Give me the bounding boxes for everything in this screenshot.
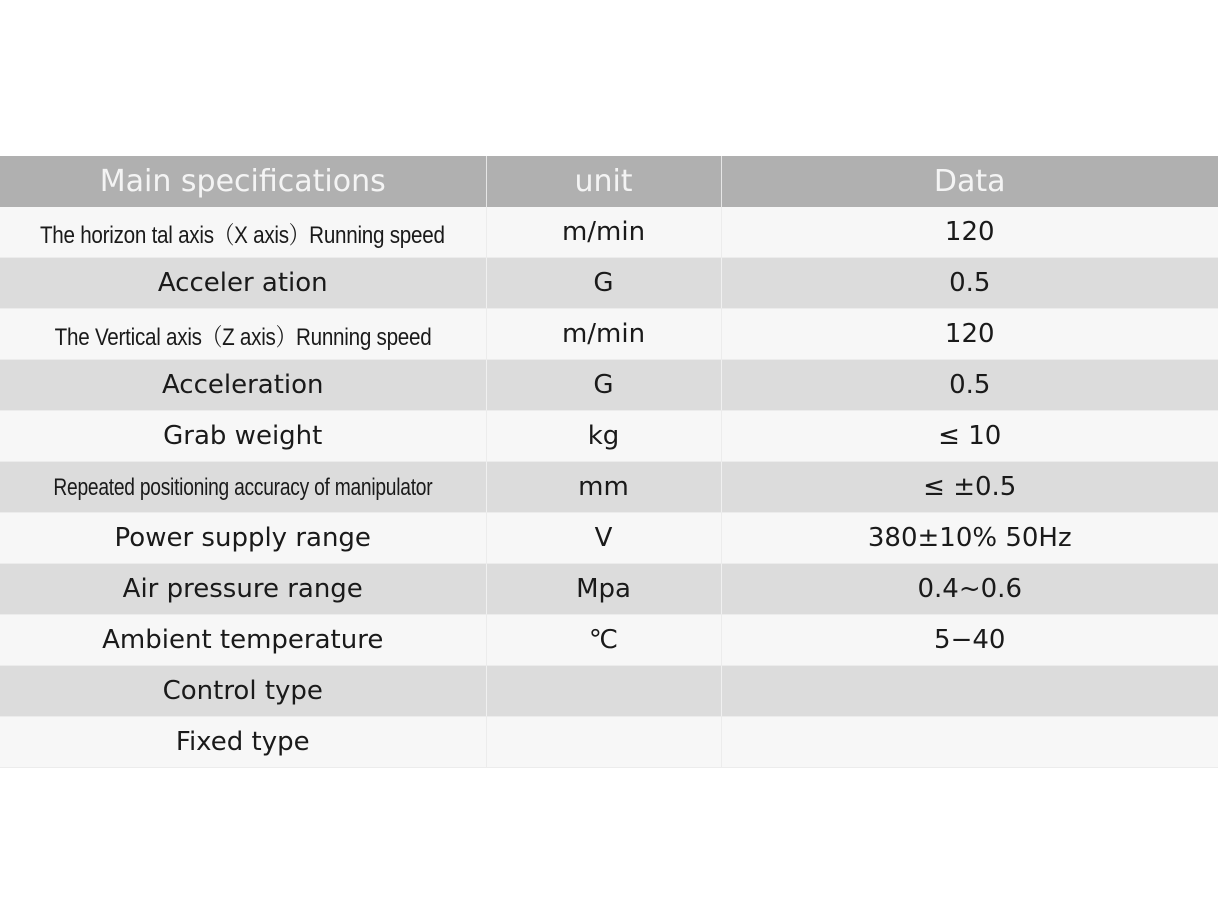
header-main-specifications: Main specifications bbox=[0, 156, 486, 207]
spec-label: The Vertical axis（Z axis）Running speed bbox=[54, 323, 432, 351]
spec-label: Repeated positioning accuracy of manipulator bbox=[53, 474, 433, 501]
spec-cell: Ambient temperature bbox=[0, 615, 486, 666]
data-cell: 5−40 bbox=[721, 615, 1218, 666]
data-cell: ≤ ±0.5 bbox=[721, 462, 1218, 513]
table-row bbox=[0, 411, 1218, 462]
table-row bbox=[0, 717, 1218, 768]
table-body bbox=[0, 207, 1218, 768]
unit-cell: V bbox=[486, 513, 721, 564]
table-row bbox=[0, 258, 1218, 309]
spec-cell: Acceler ation bbox=[0, 258, 486, 309]
data-cell: 380±10% 50Hz bbox=[721, 513, 1218, 564]
unit-cell bbox=[486, 666, 721, 717]
table-row bbox=[0, 462, 1218, 513]
unit-cell: Mpa bbox=[486, 564, 721, 615]
spec-cell: Air pressure range bbox=[0, 564, 486, 615]
unit-cell: m/min bbox=[486, 309, 721, 360]
data-cell: 120 bbox=[721, 207, 1218, 258]
unit-cell: kg bbox=[486, 411, 721, 462]
header-unit: unit bbox=[486, 156, 721, 207]
table-row bbox=[0, 615, 1218, 666]
unit-cell: mm bbox=[486, 462, 721, 513]
spec-cell bbox=[0, 207, 486, 258]
spec-cell: Control type bbox=[0, 666, 486, 717]
data-cell: 0.5 bbox=[721, 360, 1218, 411]
table-row bbox=[0, 513, 1218, 564]
data-cell bbox=[721, 666, 1218, 717]
table-row bbox=[0, 309, 1218, 360]
specifications-table bbox=[0, 156, 1218, 768]
unit-cell bbox=[486, 717, 721, 768]
table-row bbox=[0, 207, 1218, 258]
header-data: Data bbox=[721, 156, 1218, 207]
header-row bbox=[0, 156, 1218, 207]
spec-cell bbox=[0, 309, 486, 360]
table-header bbox=[0, 156, 1218, 207]
unit-cell: ℃ bbox=[486, 615, 721, 666]
spec-cell: Acceleration bbox=[0, 360, 486, 411]
spec-cell: Fixed type bbox=[0, 717, 486, 768]
data-cell bbox=[721, 717, 1218, 768]
table-row bbox=[0, 360, 1218, 411]
unit-cell: G bbox=[486, 360, 721, 411]
spec-cell: Grab weight bbox=[0, 411, 486, 462]
table-row bbox=[0, 666, 1218, 717]
data-cell: 0.5 bbox=[721, 258, 1218, 309]
data-cell: 0.4~0.6 bbox=[721, 564, 1218, 615]
spec-cell bbox=[0, 462, 486, 513]
unit-cell: G bbox=[486, 258, 721, 309]
data-cell: ≤ 10 bbox=[721, 411, 1218, 462]
spec-label: The horizon tal axis（X axis）Running speed bbox=[40, 221, 446, 249]
data-cell: 120 bbox=[721, 309, 1218, 360]
spec-cell: Power supply range bbox=[0, 513, 486, 564]
table-row bbox=[0, 564, 1218, 615]
unit-cell: m/min bbox=[486, 207, 721, 258]
